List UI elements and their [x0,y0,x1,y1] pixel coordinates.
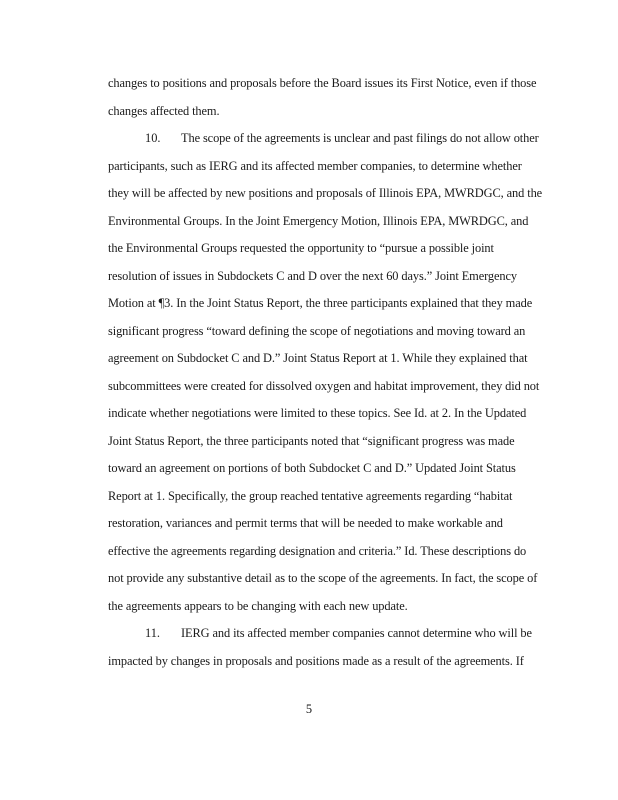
text-line: significant progress “toward defining the scope of negotiations and moving toward an [108,324,526,338]
paragraph-11-first-line: IERG and its affected member companies cannot determine who will be [181,626,532,640]
page-number: 5 [305,702,313,716]
text-line: Report at 1. Specifically, the group reached tentative agreements regarding “habitat [108,489,513,503]
text-line: changes to positions and proposals before the Board issues its First Notice, even if those [108,76,537,90]
text-line: subcommittees were created for dissolved oxygen and habitat improvement, they did not [108,379,540,393]
text-line: not provide any substantive detail as to the scope of the agreements. In fact, the scope of [108,571,538,585]
text-line: Joint Status Report, the three participants noted that “significant progress was made [108,434,515,448]
text-line: impacted by changes in proposals and positions made as a result of the agreements. If [108,654,524,668]
text-line: indicate whether negotiations were limited to these topics. See Id. at 2. In the Updated [108,406,527,420]
text-line: restoration, variances and permit terms that will be needed to make workable and [108,516,503,530]
text-line: effective the agreements regarding designation and criteria.” Id. These descriptions do [108,544,527,558]
text-line: the Environmental Groups requested the opportunity to “pursue a possible joint [108,241,494,255]
text-line: changes affected them. [108,104,220,118]
text-line: agreement on Subdocket C and D.” Joint Status Report at 1. While they explained that [108,351,528,365]
text-line: participants, such as IERG and its affected member companies, to determine whether [108,159,522,173]
paragraph-10-first-line: The scope of the agreements is unclear and past filings do not allow other [181,131,539,145]
text-line: the agreements appears to be changing with each new update. [108,599,408,613]
text-line: Motion at ¶3. In the Joint Status Report, the three participants explained that they made [108,296,533,310]
text-line: toward an agreement on portions of both Subdocket C and D.” Updated Joint Status [108,461,516,475]
paragraph-number-10: 10. [145,131,161,145]
paragraph-number-11: 11. [145,626,161,640]
text-line: resolution of issues in Subdockets C and D over the next 60 days.” Joint Emergency [108,269,517,283]
text-line: they will be affected by new positions and proposals of Illinois EPA, MWRDGC, and the [108,186,543,200]
text-line: Environmental Groups. In the Joint Emergency Motion, Illinois EPA, MWRDGC, and [108,214,529,228]
